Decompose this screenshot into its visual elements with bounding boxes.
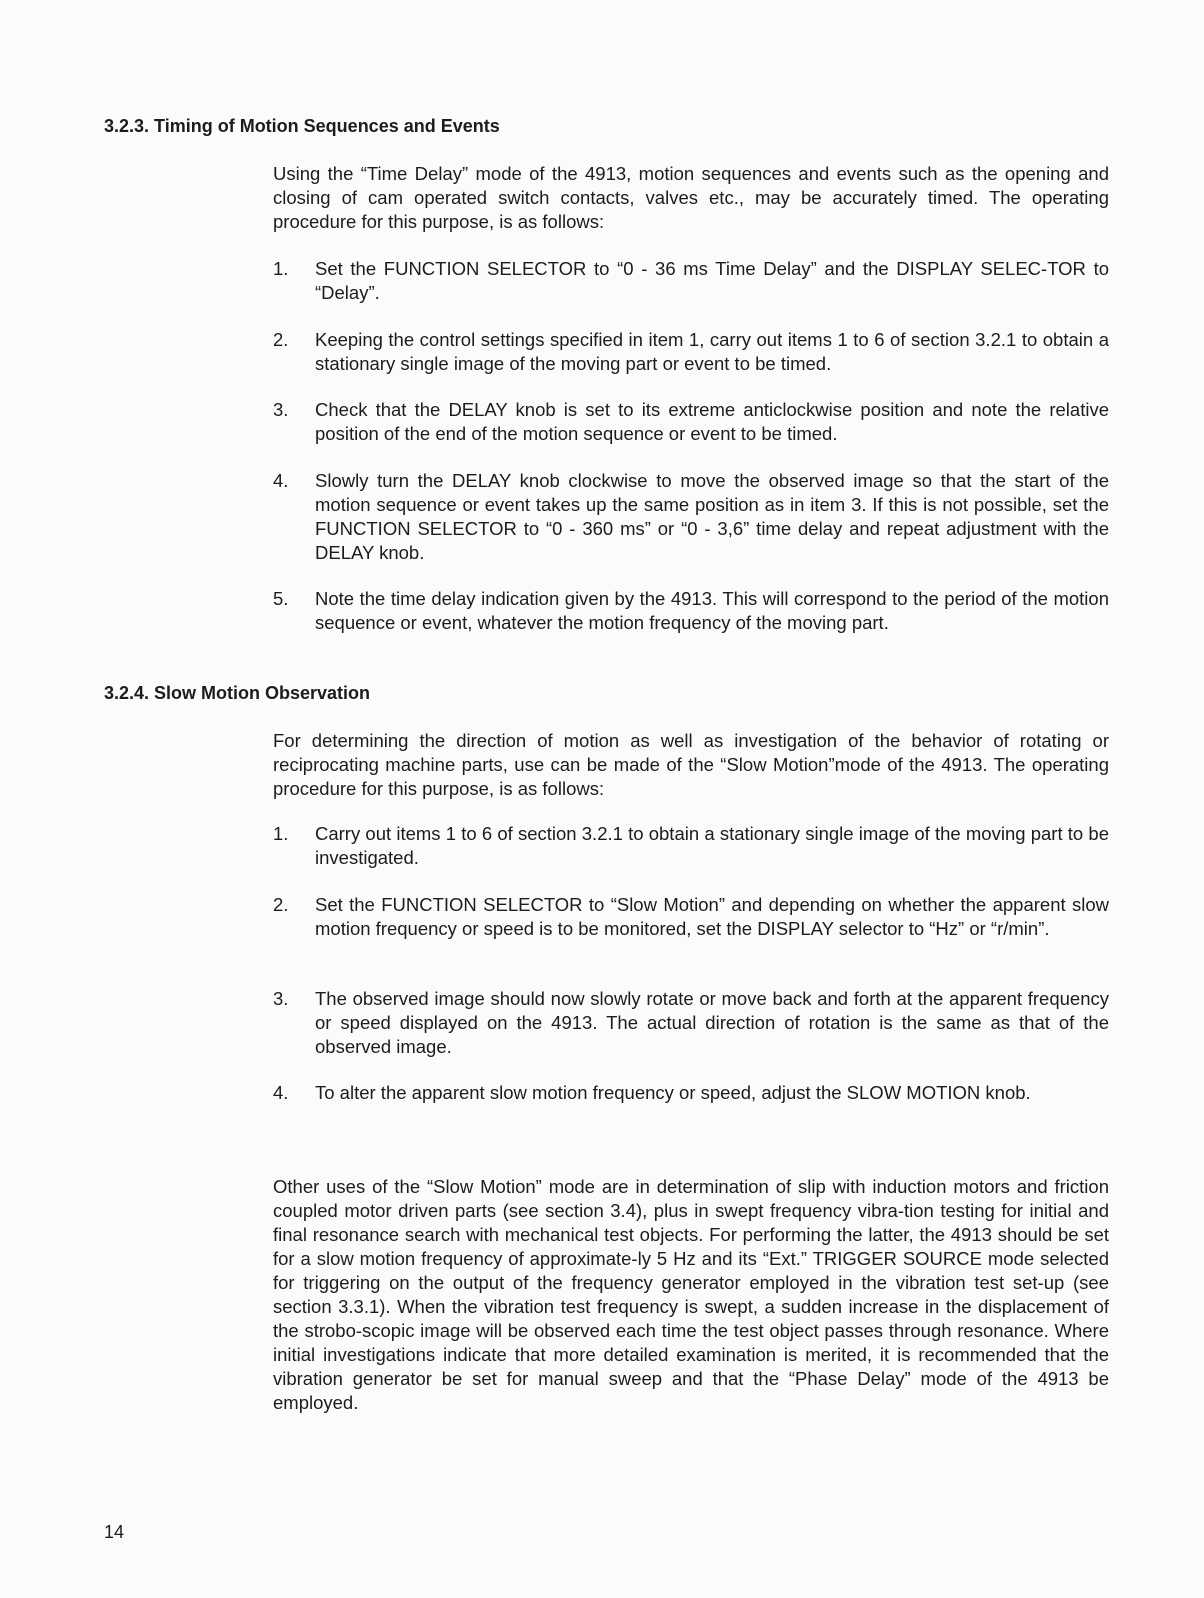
list-item-text: Note the time delay indication given by the 4913. This will correspond to the period of the motion sequence or event, whatever the motion frequency of the moving part. — [315, 588, 1109, 633]
list-item-text: To alter the apparent slow motion frequency or speed, adjust the SLOW MOTION knob. — [315, 1082, 1031, 1103]
list-item — [273, 893, 1109, 941]
list-item — [273, 987, 1109, 1059]
list-item-text: Set the FUNCTION SELECTOR to “0 - 36 ms Time Delay” and the DISPLAY SELEC-TOR to “Delay”. — [315, 258, 1109, 303]
list-item — [273, 1081, 1109, 1105]
list-item-number: 4. — [273, 470, 289, 491]
section-heading-3-2-3: 3.2.3. Timing of Motion Sequences and Events — [104, 116, 500, 136]
list-item — [273, 328, 1109, 376]
section-3-2-3-intro: Using the “Time Delay” mode of the 4913, motion sequences and events such as the opening and closing of cam operated switch contacts, valves etc., may be accurately timed. The operating procedure for this purpose, is as follows: — [273, 163, 1109, 232]
list-item-number: 1. — [273, 823, 289, 844]
list-item-number: 2. — [273, 894, 289, 915]
list-item — [273, 469, 1109, 565]
list-item-number: 3. — [273, 399, 289, 420]
list-item-text: The observed image should now slowly rotate or move back and forth at the apparent frequency or speed displayed on the 4913. The actual direction of rotation is the same as that of the observed image. — [315, 988, 1109, 1057]
list-item-text: Check that the DELAY knob is set to its extreme anticlockwise position and note the relative position of the end of the motion sequence or event to be timed. — [315, 399, 1109, 444]
list-item — [273, 398, 1109, 446]
list-item-number: 4. — [273, 1082, 289, 1103]
list-item-text: Carry out items 1 to 6 of section 3.2.1 to obtain a stationary single image of the moving part to be investigated. — [315, 823, 1109, 868]
list-item — [273, 822, 1109, 870]
section-3-2-4-closing: Other uses of the “Slow Motion” mode are in determination of slip with induction motors and friction coupled motor driven parts (see section 3.4), plus in swept frequency vibra-tion testing for initial and final resonance search with mechanical test objects. For performing the latter, the 4913 should be set for a slow motion frequency of approximate-ly 5 Hz and its “Ext.” TRIGGER SOURCE mode selected for triggering on the output of the frequency generator employed in the vibration test set-up (see section 3.3.1). When the vibration test frequency is swept, a sudden increase in the displacement of the strobo-scopic image will be observed each time the test object passes through resonance. Where initial investigations indicate that more detailed examination is merited, it is recommended that the vibration generator be set for manual sweep and that the “Phase Delay” mode of the 4913 be employed. — [273, 1176, 1109, 1413]
list-item — [273, 257, 1109, 305]
list-item-text: Slowly turn the DELAY knob clockwise to move the observed image so that the start of the motion sequence or event takes up the same position as in item 3. If this is not possible, set the FUNCTION SELECTOR to “0 - 360 ms” or “0 - 3,6” time delay and repeat adjustment with the DELAY knob. — [315, 470, 1109, 563]
list-item — [273, 587, 1109, 635]
list-item-number: 1. — [273, 258, 289, 279]
list-item-number: 5. — [273, 588, 289, 609]
list-item-number: 3. — [273, 988, 289, 1009]
list-item-number: 2. — [273, 329, 289, 350]
page-number: 14 — [104, 1522, 125, 1542]
list-item-text: Keeping the control settings specified in item 1, carry out items 1 to 6 of section 3.2.1 to obtain a stationary single image of the moving part or event to be timed. — [315, 329, 1109, 374]
list-item-text: Set the FUNCTION SELECTOR to “Slow Motion” and depending on whether the apparent slow motion frequency or speed is to be monitored, set the DISPLAY selector to “Hz” or “r/min”. — [315, 894, 1109, 939]
section-3-2-4-intro: For determining the direction of motion as well as investigation of the behavior of rotating or reciprocating machine parts, use can be made of the “Slow Motion”mode of the 4913. The operating procedure for this purpose, is as follows: — [273, 730, 1109, 799]
section-heading-3-2-4: 3.2.4. Slow Motion Observation — [104, 683, 371, 703]
